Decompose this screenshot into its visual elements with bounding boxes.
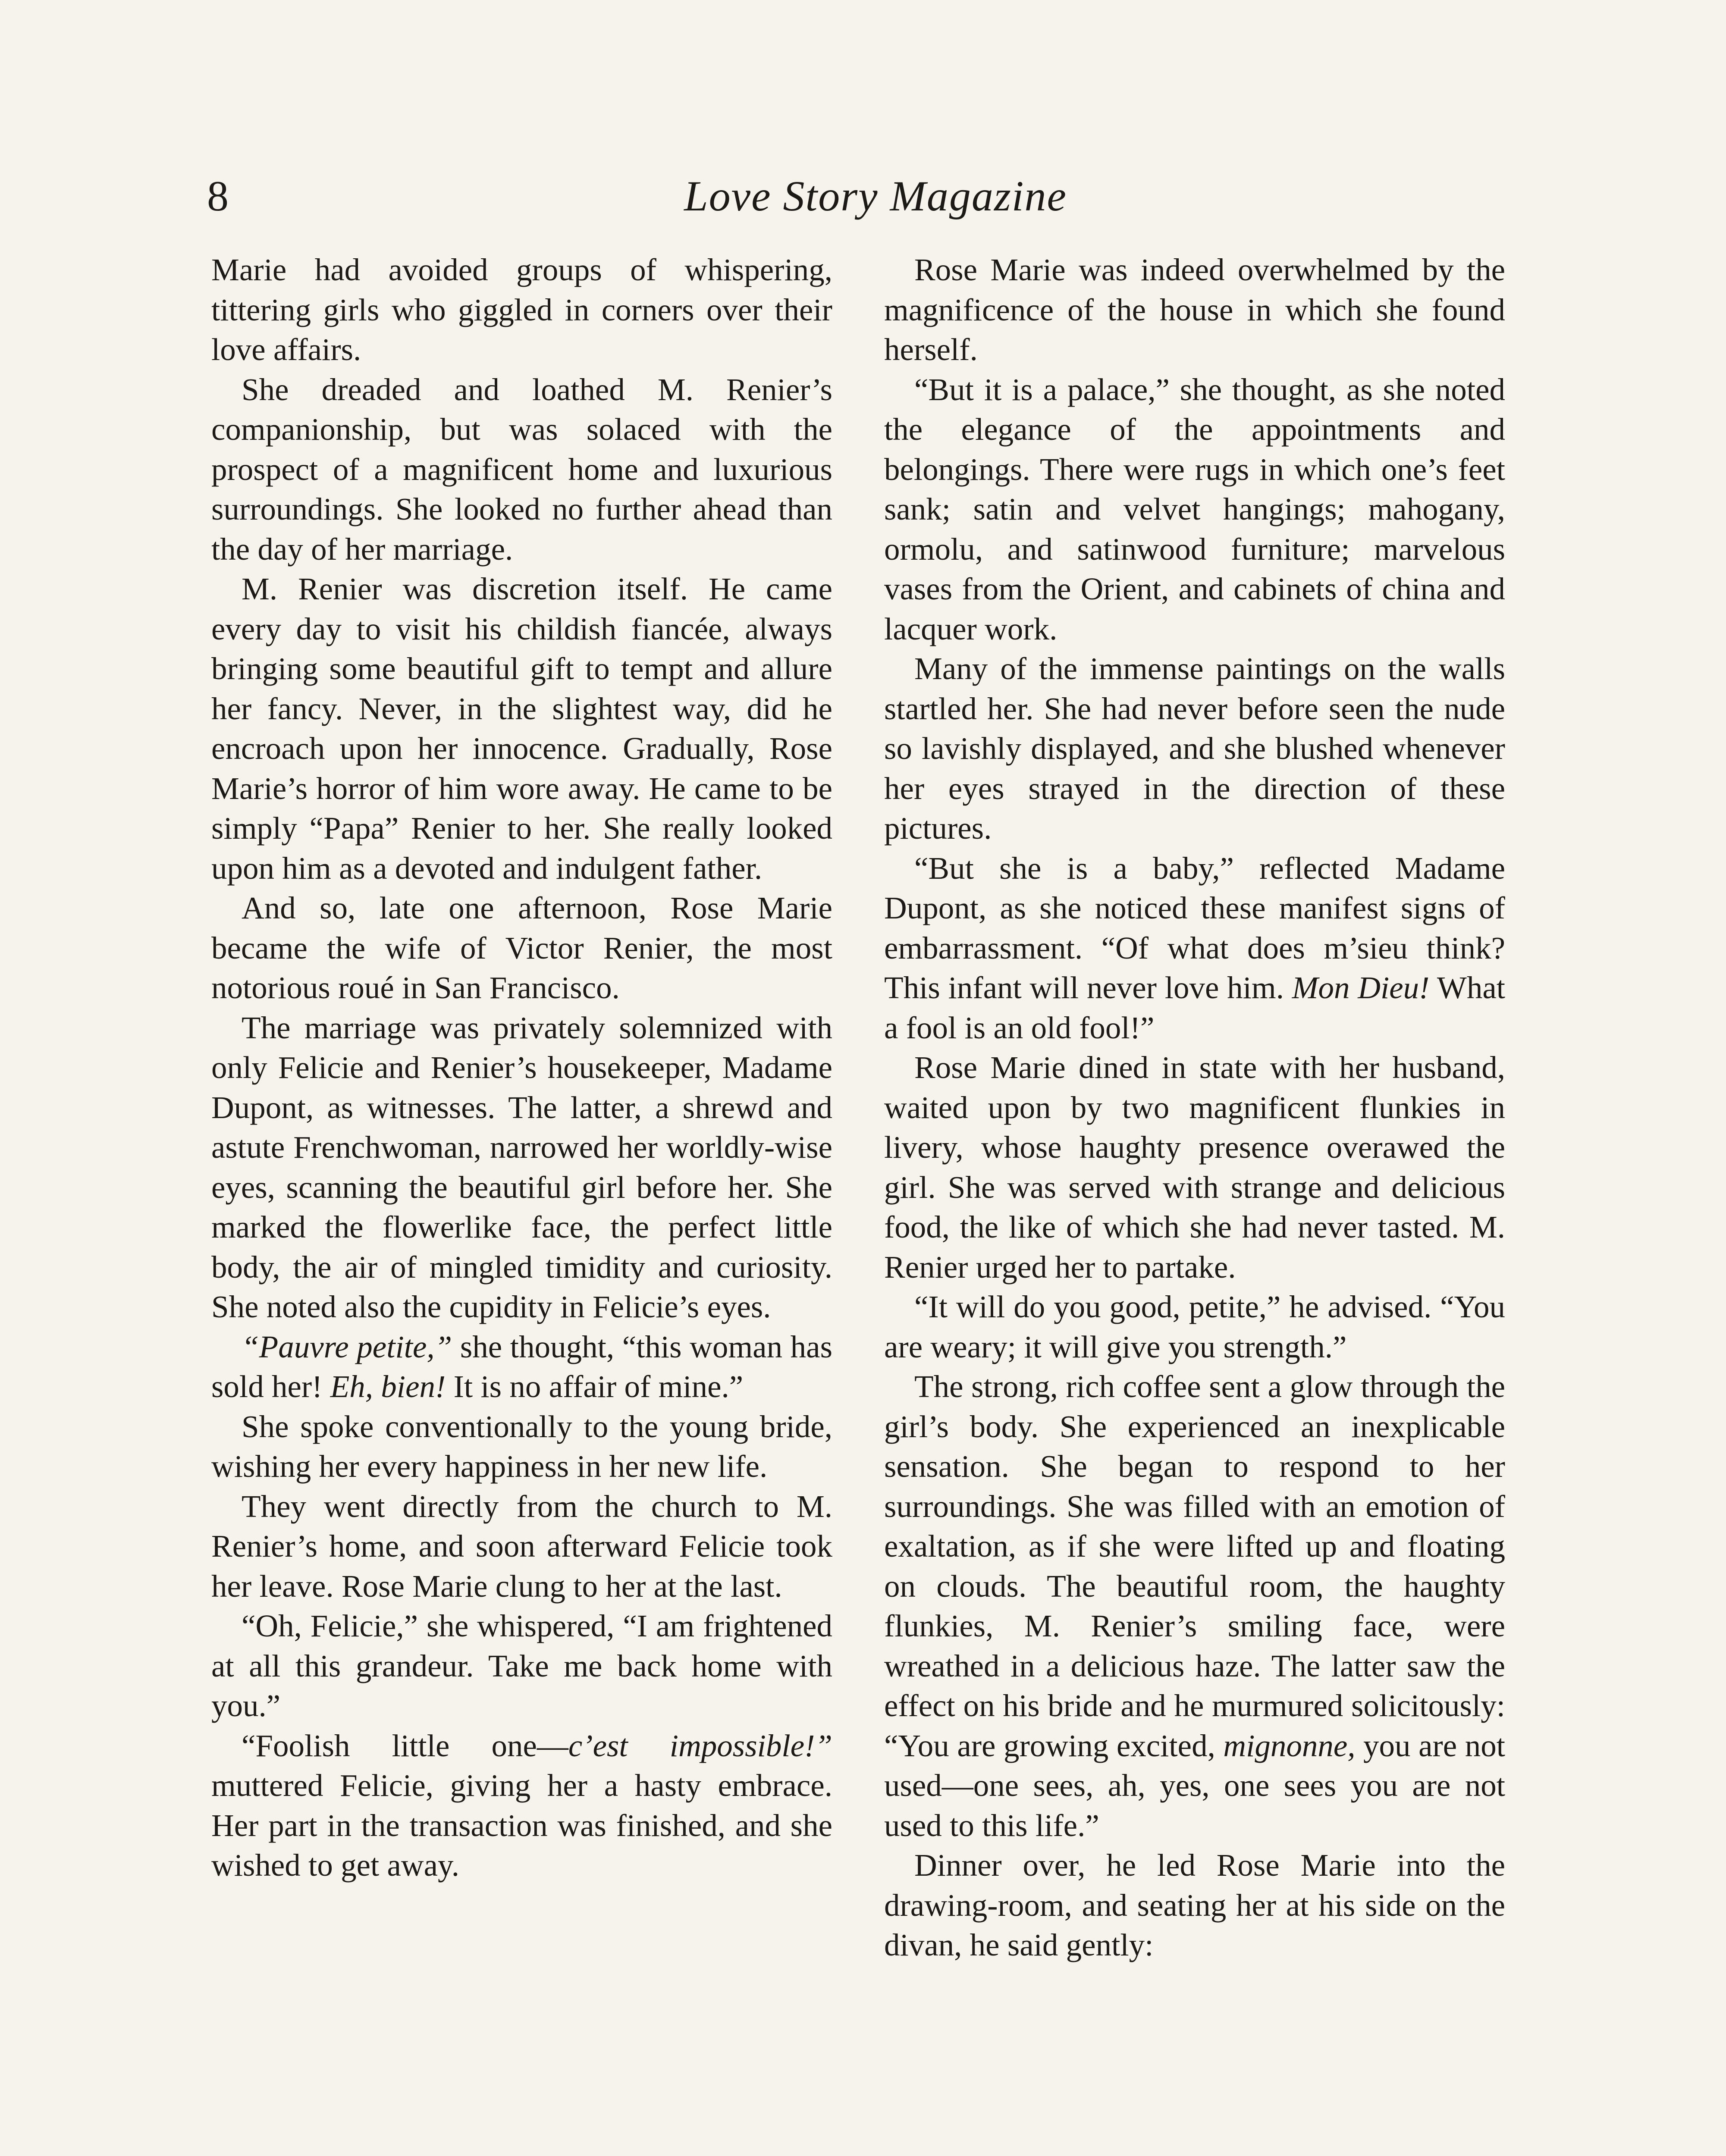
- paragraph: “It will do you good, petite,” he advised. “You are weary; it will give you strength.”: [884, 1289, 1505, 1364]
- paragraph: “Oh, Felicie,” she whispered, “I am frightened at all this grandeur. Take me back home with you.”: [211, 1608, 832, 1723]
- paragraph: Many of the immense paintings on the walls startled her. She had never before seen the nude so lavishly displayed, and she blushed whenever her eyes strayed in the direction of these pictures.: [884, 651, 1505, 846]
- paragraph: “Pauvre petite,” she thought, “this woman has sold her! Eh, bien! It is no affair of mine.”: [211, 1329, 832, 1404]
- paragraph: The strong, rich coffee sent a glow through the girl’s body. She experienced an inexplicable sensation. She began to respond to her surroundings. She was filled with an emotion of exaltation, as if she were lifted up and floating on clouds. The beautiful room, the haughty flunkies, M. Renier’s smiling face, were wreathed in a delicious haze. The latter saw the effect on his bride and he murmured solicitously: “You are growing excited, mignonne, you are not used—one sees, ah, yes, one sees you are not used to this life.”: [884, 1369, 1505, 1843]
- left-column: [211, 250, 832, 2156]
- paragraph: She spoke conventionally to the young bride, wishing her every happiness in her new life.: [211, 1409, 832, 1484]
- paragraph: “Foolish little one—c’est impossible!” muttered Felicie, giving her a hasty embrace. Her part in the transaction was finished, and she wished to get away.: [211, 1728, 833, 1883]
- paragraph: M. Renier was discretion itself. He came every day to visit his childish fiancée, always bringing some beautiful gift to tempt and allure her fancy. Never, in the slightest way, did he encroach upon her innocence. Gradually, Rose Marie’s horror of him wore away. He came to be simply “Papa” Renier to her. She really looked upon him as a devoted and indulgent father.: [211, 571, 832, 886]
- paragraph: Rose Marie dined in state with her husband, waited upon by two magnificent flunkies in livery, whose haughty presence overawed the girl. She was served with strange and delicious food, the like of which she had never tasted. M. Renier urged her to partake.: [884, 1050, 1505, 1285]
- paragraph: “But she is a baby,” reflected Madame Dupont, as she noticed these manifest signs of embarrassment. “Of what does m’sieu think? This infant will never love him. Mon Dieu! What a fool is an old fool!”: [884, 850, 1505, 1045]
- paragraph: And so, late one afternoon, Rose Marie became the wife of Victor Renier, the most notorious roué in San Francisco.: [211, 890, 832, 1005]
- paragraph: Marie had avoided groups of whispering, tittering girls who giggled in corners over their love affairs.: [211, 252, 832, 367]
- paragraph: “But it is a palace,” she thought, as she noted the elegance of the appointments and belongings. There were rugs in which one’s feet sank; satin and velvet hangings; mahogany, ormolu, and satinwood furniture; marvelous vases from the Orient, and cabinets of china and lacquer work.: [884, 372, 1505, 646]
- page-number: 8: [207, 172, 229, 220]
- paragraph: Dinner over, he led Rose Marie into the drawing-room, and seating her at his side on the divan, he said gently:: [884, 1848, 1505, 1962]
- paragraph: She dreaded and loathed M. Renier’s companionship, but was solaced with the prospect of a magnificent home and luxurious surroundings. She looked no further ahead than the day of her marriage.: [211, 372, 832, 567]
- magazine-title: Love Story Magazine: [684, 172, 1067, 220]
- page-header: [203, 166, 1548, 226]
- right-column: [884, 250, 1505, 2156]
- paragraph: They went directly from the church to M. Renier’s home, and soon afterward Felicie took her leave. Rose Marie clung to her at the last.: [211, 1489, 832, 1604]
- paragraph: Rose Marie was indeed overwhelmed by the magnificence of the house in which she found herself.: [884, 252, 1505, 367]
- paragraph: The marriage was privately solemnized with only Felicie and Renier’s housekeeper, Madame Dupont, as witnesses. The latter, a shrewd and astute Frenchwoman, narrowed her worldly-wise eyes, scanning the beautiful girl before her. She marked the flowerlike face, the perfect little body, the air of mingled timidity and curiosity. She noted also the cupidity in Felicie’s eyes.: [211, 1010, 832, 1324]
